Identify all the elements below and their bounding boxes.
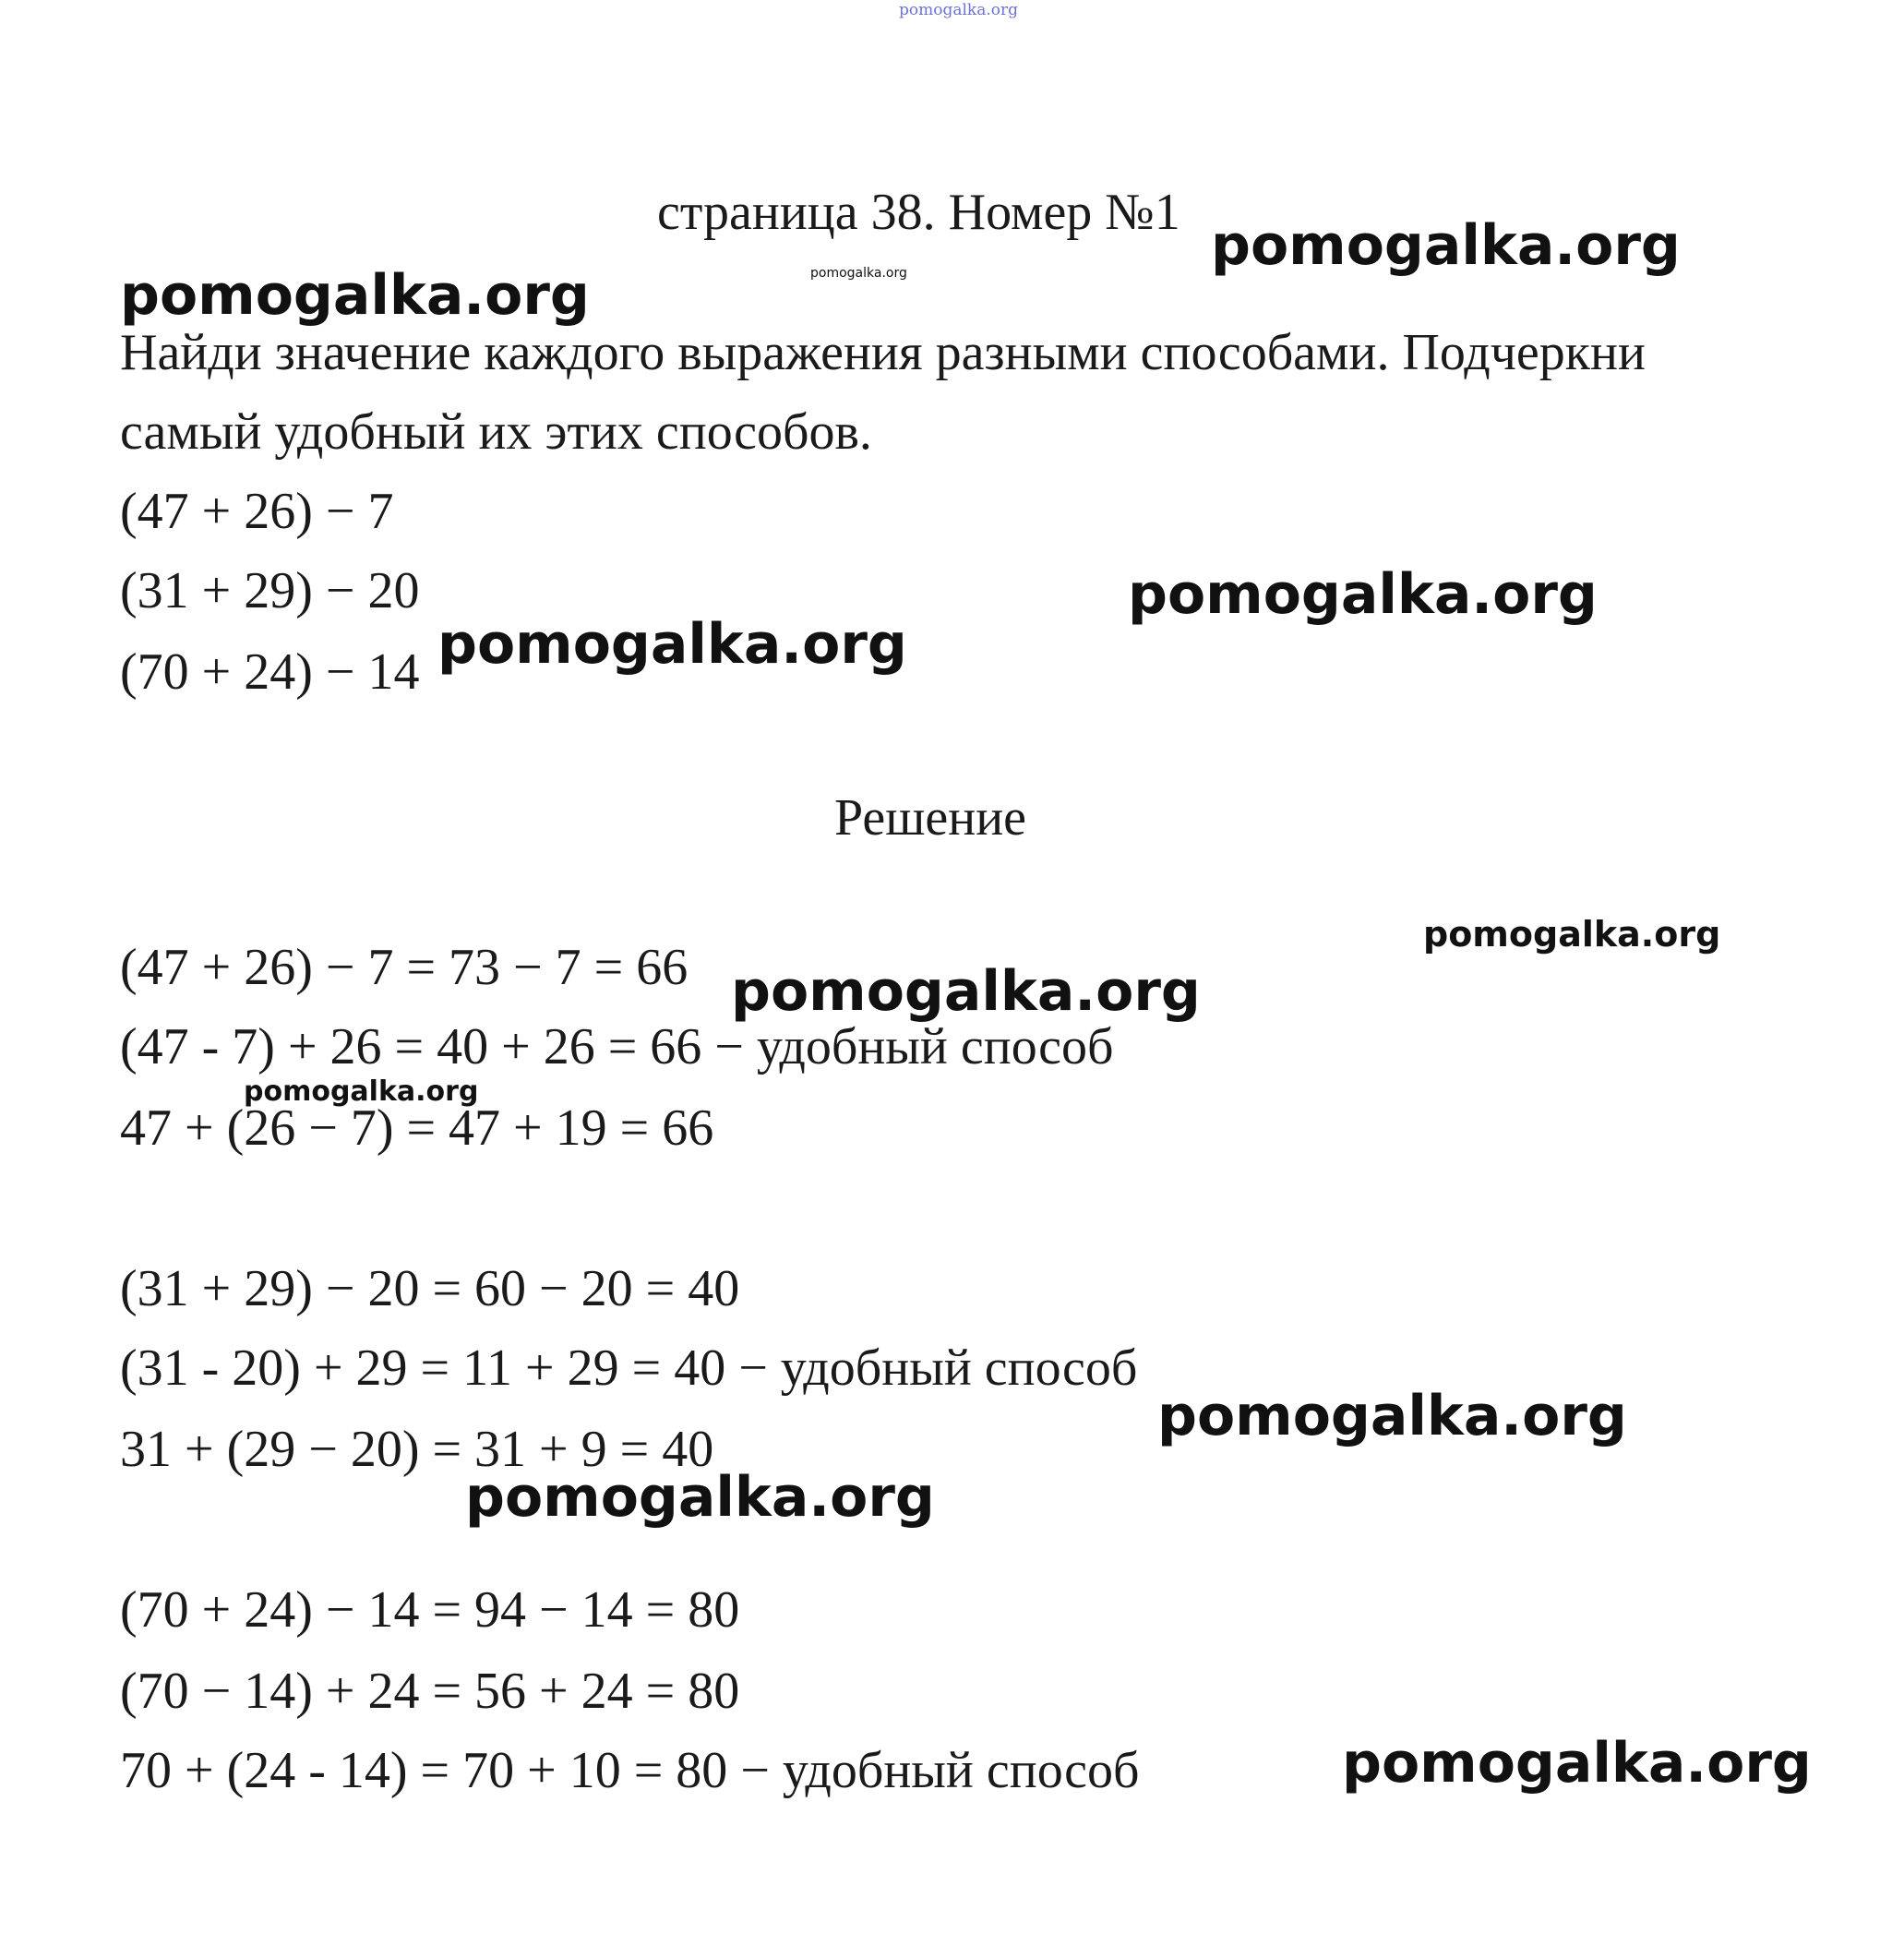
watermark: pomogalka.org	[120, 263, 590, 328]
solution-line: 70 + (24 - 14) = 70 + 10 = 80 − удобный способ	[120, 1742, 1140, 1799]
watermark: pomogalka.org	[244, 1075, 479, 1108]
solution-line: (47 + 26) − 7 = 73 − 7 = 66	[120, 939, 689, 996]
watermark: pomogalka.org	[437, 612, 907, 677]
task-expression: (31 + 29) − 20	[120, 562, 420, 619]
solution-heading: Решение	[834, 789, 1027, 847]
solution-line: (31 - 20) + 29 = 11 + 29 = 40 − удобный способ	[120, 1339, 1138, 1397]
top-watermark: pomogalka.org	[899, 1, 1019, 19]
watermark: pomogalka.org	[1423, 914, 1721, 955]
page-title: страница 38. Номер №1	[657, 184, 1180, 241]
watermark: pomogalka.org	[1157, 1384, 1627, 1448]
watermark: pomogalka.org	[1211, 213, 1681, 278]
solution-line: 31 + (29 − 20) = 31 + 9 = 40	[120, 1421, 714, 1478]
solution-line: 47 + (26 − 7) = 47 + 19 = 66	[120, 1099, 714, 1157]
solution-line: (70 − 14) + 24 = 56 + 24 = 80	[120, 1663, 740, 1720]
watermark: pomogalka.org	[1128, 562, 1598, 627]
watermark: pomogalka.org	[731, 959, 1201, 1024]
task-expression: (70 + 24) − 14	[120, 643, 420, 701]
watermark: pomogalka.org	[1342, 1731, 1812, 1796]
watermark: pomogalka.org	[465, 1465, 935, 1530]
solution-line: (47 - 7) + 26 = 40 + 26 = 66 − удобный способ	[120, 1018, 1114, 1075]
task-text-line-1: Найди значение каждого выражения разными способами. Подчеркни	[120, 324, 1646, 381]
watermark: pomogalka.org	[810, 266, 907, 281]
task-text-line-2: самый удобный их этих способов.	[120, 403, 872, 461]
task-expression: (47 + 26) − 7	[120, 483, 394, 540]
solution-line: (31 + 29) − 20 = 60 − 20 = 40	[120, 1260, 740, 1317]
solution-line: (70 + 24) − 14 = 94 − 14 = 80	[120, 1581, 740, 1639]
